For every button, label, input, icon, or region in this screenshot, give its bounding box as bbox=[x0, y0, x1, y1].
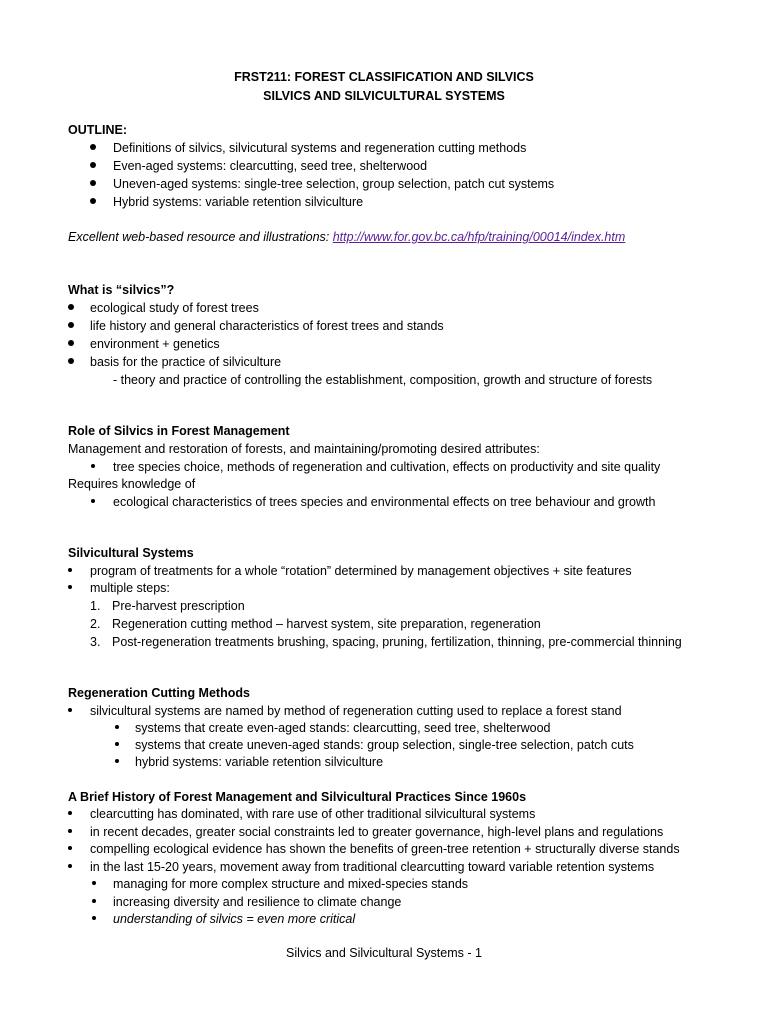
bullet-icon bbox=[92, 899, 96, 903]
bullet-icon bbox=[68, 864, 72, 868]
bullet-icon bbox=[90, 144, 96, 150]
bullet-icon bbox=[68, 358, 74, 364]
bullet-icon bbox=[68, 340, 74, 346]
methods-heading: Regeneration Cutting Methods bbox=[68, 686, 250, 700]
outline-heading: OUTLINE: bbox=[68, 123, 128, 137]
outline-item: Hybrid systems: variable retention silviculture bbox=[90, 194, 96, 212]
history-item: in recent decades, greater social constraints led to greater governance, high-level plans and regulations bbox=[68, 824, 72, 842]
resource-line bbox=[68, 229, 625, 247]
role-line: Management and restoration of forests, and maintaining/promoting desired attributes: bbox=[68, 442, 540, 456]
silvics-item: ecological study of forest trees bbox=[68, 300, 74, 318]
methods-item: silvicultural systems are named by method of regeneration cutting used to replace a forest stand bbox=[68, 703, 72, 721]
resource-link[interactable]: http://www.for.gov.bc.ca/hfp/training/00014/index.htm bbox=[332, 230, 626, 244]
bullet-icon bbox=[91, 499, 95, 503]
bullet-icon bbox=[90, 198, 96, 204]
history-item: clearcutting has dominated, with rare use of other traditional silvicultural systems bbox=[68, 806, 72, 824]
role-line: Requires knowledge of bbox=[68, 477, 196, 491]
bullet-icon bbox=[115, 725, 119, 729]
history-subitem: increasing diversity and resilience to climate change bbox=[92, 894, 96, 912]
outline-item: Uneven-aged systems: single-tree selection, group selection, patch cut systems bbox=[90, 176, 96, 194]
systems-item: program of treatments for a whole “rotation” determined by management objectives + site features bbox=[68, 563, 72, 581]
silvics-item: environment + genetics bbox=[68, 336, 74, 354]
bullet-icon bbox=[68, 811, 72, 815]
role-heading: Role of Silvics in Forest Management bbox=[68, 424, 290, 438]
bullet-icon bbox=[68, 568, 72, 572]
bullet-icon bbox=[68, 846, 72, 850]
silvics-heading: What is “silvics”? bbox=[68, 283, 175, 297]
bullet-icon bbox=[115, 759, 119, 763]
systems-step: 2. Regeneration cutting method – harvest system, site preparation, regeneration bbox=[90, 617, 541, 631]
bullet-icon bbox=[90, 162, 96, 168]
document-title: FRST211: FOREST CLASSIFICATION AND SILVICS bbox=[234, 70, 534, 84]
systems-step: 3. Post-regeneration treatments brushing, spacing, pruning, fertilization, thinning, pre-commercial thinning bbox=[90, 635, 682, 649]
document-subtitle: SILVICS AND SILVICULTURAL SYSTEMS bbox=[263, 89, 505, 103]
bullet-icon bbox=[68, 322, 74, 328]
silvics-subline: - theory and practice of controlling the establishment, composition, growth and structure of forests bbox=[113, 373, 653, 387]
history-heading: A Brief History of Forest Management and Silvicultural Practices Since 1960s bbox=[68, 790, 527, 804]
silvics-item: basis for the practice of silviculture bbox=[68, 354, 74, 372]
systems-step: 1. Pre-harvest prescription bbox=[90, 599, 245, 613]
history-subitem: understanding of silvics = even more critical bbox=[92, 911, 96, 929]
bullet-icon bbox=[68, 304, 74, 310]
bullet-icon bbox=[91, 464, 95, 468]
bullet-icon bbox=[115, 742, 119, 746]
bullet-icon bbox=[90, 180, 96, 186]
outline-item: Definitions of silvics, silvicutural systems and regeneration cutting methods bbox=[90, 140, 96, 158]
silvics-item: life history and general characteristics of forest trees and stands bbox=[68, 318, 74, 336]
page-footer: Silvics and Silvicultural Systems - 1 bbox=[286, 946, 482, 960]
systems-item: multiple steps: bbox=[68, 580, 72, 598]
role-item: ecological characteristics of trees species and environmental effects on tree behaviour and growth bbox=[91, 494, 95, 512]
role-item: tree species choice, methods of regeneration and cultivation, effects on productivity and site quality bbox=[91, 459, 95, 477]
history-subitem: managing for more complex structure and mixed-species stands bbox=[92, 876, 96, 894]
bullet-icon bbox=[92, 881, 96, 885]
methods-subitem: systems that create uneven-aged stands: group selection, single-tree selection, patch cuts bbox=[115, 737, 119, 755]
history-item: compelling ecological evidence has shown the benefits of green-tree retention + structurally diverse stands bbox=[68, 841, 72, 859]
bullet-icon bbox=[68, 829, 72, 833]
bullet-icon bbox=[68, 708, 72, 712]
history-item: in the last 15-20 years, movement away from traditional clearcutting toward variable retention systems bbox=[68, 859, 72, 877]
outline-item: Even-aged systems: clearcutting, seed tree, shelterwood bbox=[90, 158, 96, 176]
bullet-icon bbox=[92, 916, 96, 920]
systems-heading: Silvicultural Systems bbox=[68, 546, 194, 560]
bullet-icon bbox=[68, 585, 72, 589]
methods-subitem: hybrid systems: variable retention silviculture bbox=[115, 754, 119, 772]
resource-text: Excellent web-based resource and illustrations: bbox=[68, 230, 333, 244]
methods-subitem: systems that create even-aged stands: clearcutting, seed tree, shelterwood bbox=[115, 720, 119, 738]
